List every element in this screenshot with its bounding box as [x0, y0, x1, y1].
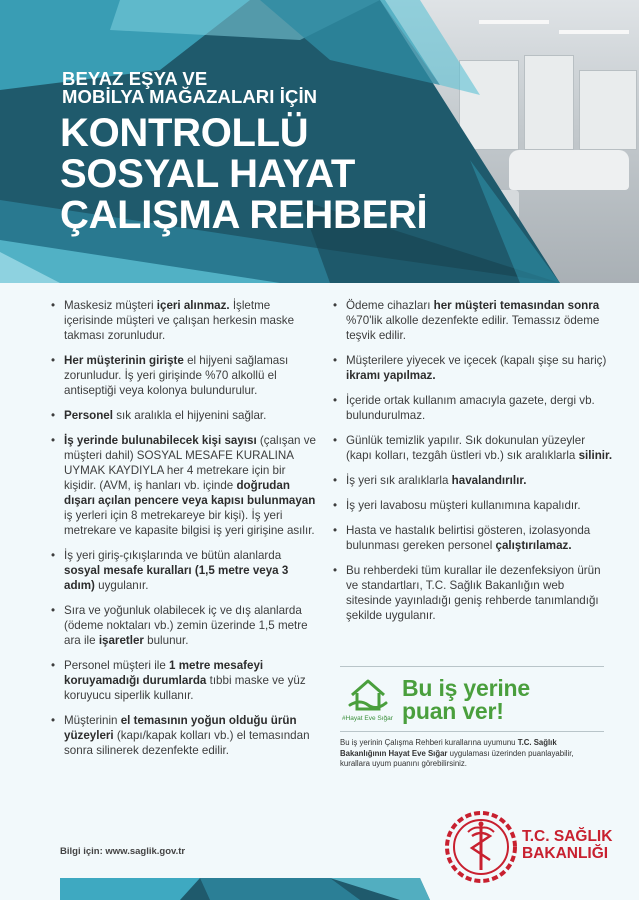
kicker-line-2: MOBİLYA MAĞAZALARI İÇİN — [62, 86, 318, 107]
emphasis-text: çalıştırılamaz. — [495, 539, 572, 552]
promo-headline-line-1: Bu iş yerine — [402, 675, 530, 701]
kicker-line-1: BEYAZ EŞYA VE — [62, 68, 208, 89]
rule-item — [330, 298, 613, 343]
title-line-3: ÇALIŞMA REHBERİ — [60, 193, 428, 237]
bottom-band — [0, 878, 639, 900]
rule-item — [330, 473, 613, 488]
rule-text: Bu iş yerinin Çalışma Rehberi kurallarına uyumunu — [340, 738, 518, 747]
rule-item — [330, 433, 613, 463]
rule-text: bulunur. — [143, 634, 189, 647]
rules-column-left — [48, 298, 320, 768]
header-kicker — [62, 70, 317, 106]
rules-list-left — [48, 298, 320, 758]
rule-item — [48, 408, 320, 423]
rule-item — [48, 353, 320, 398]
ministry-emblem-icon — [444, 810, 518, 884]
emphasis-text: ikramı yapılmaz. — [346, 369, 436, 382]
rule-text: Hasta ve hastalık belirtisi gösteren, izolasyonda bulunması gereken personel — [346, 524, 591, 552]
rule-text: el hijyeni sağlaması zorunludur. İş yeri girişinde %70 alkollü el antiseptiği veya kolonya bulundurulur. — [64, 354, 289, 397]
rule-item — [330, 393, 613, 423]
emphasis-text: doğrudan dışarı açılan pencere veya kapısı bulunmayan — [64, 479, 316, 507]
emphasis-text: içeri alınmaz. — [156, 299, 230, 312]
rule-text: (çalışan ve müşteri dahil) SOSYAL MESAFE KURALINA UYMAK KAYDIYLA her 4 metrekare için bir kişidir. (AVM, iş hanları vb. içinde — [64, 434, 316, 492]
rule-text: Müşterilere yiyecek ve içecek (kapalı şişe su hariç) — [346, 354, 607, 367]
rules-column-right — [330, 298, 613, 633]
emphasis-text: Her müşterinin girişte — [64, 354, 184, 367]
rule-item — [330, 353, 613, 383]
rule-item — [330, 523, 613, 553]
rule-item — [48, 713, 320, 758]
rule-item — [48, 548, 320, 593]
rule-text: Maskesiz müşteri — [64, 299, 157, 312]
promo-description — [340, 738, 604, 770]
rule-text: sık aralıkla el hijyenini sağlar. — [112, 409, 267, 422]
emphasis-text: Personel — [64, 409, 113, 422]
rule-text: İş yeri lavabosu müşteri kullanımına kapalıdır. — [346, 499, 581, 512]
rule-text: İş yeri giriş-çıkışlarında ve bütün alanlarda — [64, 549, 282, 562]
rule-text: İçeride ortak kullanım amacıyla gazete, dergi vb. bulundurulmaz. — [346, 394, 595, 422]
info-link[interactable]: Bilgi için: www.saglik.gov.tr — [60, 846, 186, 857]
rule-item — [330, 498, 613, 513]
ministry-logo-text — [522, 828, 612, 862]
logo-line-1: T.C. SAĞLIK — [522, 828, 613, 845]
emphasis-text: silinir. — [578, 449, 613, 462]
promo-headline — [402, 677, 530, 723]
rule-item — [48, 603, 320, 648]
rule-text: Müşterinin — [64, 714, 121, 727]
emphasis-text: İş yerinde bulunabilecek kişi sayısı — [64, 434, 257, 447]
emphasis-text: işaretler — [98, 634, 144, 647]
rule-text: uygulanır. — [94, 579, 149, 592]
title-line-1: KONTROLLÜ — [60, 111, 309, 155]
rules-list-right — [330, 298, 613, 623]
promo-headline-line-2: puan ver! — [402, 698, 504, 724]
rule-item — [330, 563, 613, 623]
page-title — [60, 113, 427, 236]
rule-text: (kapı/kapak kolları vb.) el temasından sonra silinerek dezenfekte edilir. — [64, 729, 310, 757]
emphasis-text: havalandırılır. — [451, 474, 527, 487]
divider — [340, 731, 604, 732]
rule-text: iş yerleri için 8 metrekareye bir kişi). İş yeri metrekare ve kapasite bilgisi iş yeri girişine asılır. — [64, 509, 315, 537]
emphasis-text: her müşteri temasından sonra — [433, 299, 600, 312]
hayat-eve-sigar-icon — [346, 675, 390, 715]
rule-text: Personel müşteri ile — [64, 659, 170, 672]
emphasis-text: T.C. Sağlık Bakanlığının Hayat Eve Sığar — [340, 738, 557, 758]
rule-item — [48, 298, 320, 343]
rule-text: uygulaması üzerinden puanlayabilir, kurallara uyum puanını görebilirsiniz. — [340, 748, 574, 768]
title-line-2: SOSYAL HAYAT — [60, 152, 356, 196]
rule-item — [48, 433, 320, 538]
rule-text: Sıra ve yoğunluk olabilecek iç ve dış alanlarda (ödeme noktaları vb.) zemin üzerinde 1,5 metre ara ile — [64, 604, 308, 647]
header-banner — [0, 0, 639, 283]
emphasis-text: el temasının yoğun olduğu ürün yüzeyleri — [64, 714, 297, 742]
rule-text: %70'lik alkolle dezenfekte edilir. Temassız ödeme teşvik edilir. — [346, 314, 600, 342]
rule-text: Günlük temizlik yapılır. Sık dokunulan yüzeyler (kapı kolları, tezgâh üstleri vb.) sık aralıklarla — [346, 434, 586, 462]
rule-text: tıbbi maske ve yüz koruyucu siperlik kullanır. — [64, 674, 306, 702]
rule-text: İş yeri sık aralıklarla — [346, 474, 452, 487]
rule-item — [48, 658, 320, 703]
logo-line-2: BAKANLIĞI — [522, 845, 609, 862]
rule-text: İşletme içerisinde müşteri ve çalışan herkesin maske takması zorunludur. — [64, 299, 295, 342]
emphasis-text: sosyal mesafe kuralları (1,5 metre veya 3 adım) — [64, 564, 289, 592]
emphasis-text: 1 metre mesafeyi koruyamadığı durumlarda — [64, 659, 264, 687]
promo-hashtag: #Hayat Eve Sığar — [342, 715, 393, 722]
rule-text: Ödeme cihazları — [346, 299, 434, 312]
rating-promo — [340, 666, 604, 770]
rule-text: Bu rehberdeki tüm kurallar ile dezenfeksiyon ürün ve standartları, T.C. Sağlık Bakanlığın web sitesinde yayınladığı geniş rehberde tanımlandığı şekilde uygulanır. — [346, 564, 601, 622]
